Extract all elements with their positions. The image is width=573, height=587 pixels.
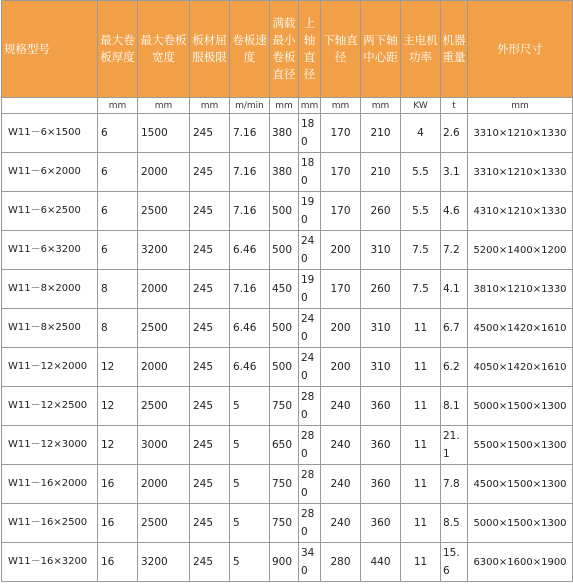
cell-model: W11－12×2000 bbox=[2, 348, 98, 387]
col-min-diameter: 满载最小卷板直径 bbox=[270, 1, 299, 98]
col-yield-limit: 板材屈服极限 bbox=[190, 1, 230, 98]
cell-speed: 5 bbox=[230, 504, 270, 543]
cell-yield: 245 bbox=[190, 192, 230, 231]
cell-motor-power: 11 bbox=[401, 465, 441, 504]
table-row bbox=[2, 192, 573, 231]
cell-model: W11－16×3200 bbox=[2, 543, 98, 582]
table-row bbox=[2, 270, 573, 309]
cell-yield: 245 bbox=[190, 231, 230, 270]
cell-thickness: 12 bbox=[98, 426, 138, 465]
cell-center-distance: 360 bbox=[361, 387, 401, 426]
cell-motor-power: 11 bbox=[401, 348, 441, 387]
cell-upper-diameter: 180 bbox=[299, 114, 321, 153]
cell-lower-diameter: 200 bbox=[321, 231, 361, 270]
col-max-thickness: 最大卷板厚度 bbox=[98, 1, 138, 98]
cell-center-distance: 440 bbox=[361, 543, 401, 582]
unit-cell: t bbox=[441, 98, 468, 114]
cell-lower-diameter: 240 bbox=[321, 465, 361, 504]
units-row bbox=[2, 98, 573, 114]
spec-table bbox=[1, 0, 573, 582]
col-rolling-speed: 卷板速度 bbox=[230, 1, 270, 98]
cell-motor-power: 11 bbox=[401, 387, 441, 426]
cell-width: 2500 bbox=[138, 504, 190, 543]
cell-min-diameter: 750 bbox=[270, 465, 299, 504]
col-lower-roll-diameter: 下轴直径 bbox=[321, 1, 361, 98]
cell-weight: 6.2 bbox=[441, 348, 468, 387]
cell-lower-diameter: 200 bbox=[321, 348, 361, 387]
cell-upper-diameter: 180 bbox=[299, 153, 321, 192]
cell-weight: 7.8 bbox=[441, 465, 468, 504]
table-row bbox=[2, 504, 573, 543]
cell-lower-diameter: 280 bbox=[321, 543, 361, 582]
cell-width: 3000 bbox=[138, 426, 190, 465]
cell-dimensions: 5000×1500×1300 bbox=[468, 504, 573, 543]
cell-min-diameter: 500 bbox=[270, 309, 299, 348]
cell-upper-diameter: 240 bbox=[299, 348, 321, 387]
cell-center-distance: 310 bbox=[361, 231, 401, 270]
cell-width: 3200 bbox=[138, 231, 190, 270]
cell-speed: 5 bbox=[230, 426, 270, 465]
cell-upper-diameter: 280 bbox=[299, 504, 321, 543]
cell-yield: 245 bbox=[190, 543, 230, 582]
cell-dimensions: 5200×1400×1200 bbox=[468, 231, 573, 270]
cell-width: 2500 bbox=[138, 387, 190, 426]
cell-min-diameter: 650 bbox=[270, 426, 299, 465]
unit-cell: mm bbox=[361, 98, 401, 114]
cell-width: 1500 bbox=[138, 114, 190, 153]
cell-upper-diameter: 240 bbox=[299, 309, 321, 348]
cell-speed: 7.16 bbox=[230, 270, 270, 309]
cell-min-diameter: 500 bbox=[270, 231, 299, 270]
cell-dimensions: 5500×1500×1300 bbox=[468, 426, 573, 465]
cell-width: 2000 bbox=[138, 270, 190, 309]
cell-speed: 7.16 bbox=[230, 114, 270, 153]
cell-dimensions: 4310×1210×1330 bbox=[468, 192, 573, 231]
cell-center-distance: 360 bbox=[361, 426, 401, 465]
cell-speed: 5 bbox=[230, 465, 270, 504]
cell-center-distance: 360 bbox=[361, 465, 401, 504]
cell-width: 3200 bbox=[138, 543, 190, 582]
cell-model: W11－12×3000 bbox=[2, 426, 98, 465]
cell-center-distance: 260 bbox=[361, 270, 401, 309]
cell-upper-diameter: 340 bbox=[299, 543, 321, 582]
cell-upper-diameter: 240 bbox=[299, 231, 321, 270]
cell-model: W11－8×2000 bbox=[2, 270, 98, 309]
cell-weight: 7.2 bbox=[441, 231, 468, 270]
cell-dimensions: 3310×1210×1330 bbox=[468, 114, 573, 153]
cell-lower-diameter: 170 bbox=[321, 153, 361, 192]
cell-center-distance: 310 bbox=[361, 348, 401, 387]
cell-min-diameter: 500 bbox=[270, 192, 299, 231]
cell-upper-diameter: 280 bbox=[299, 465, 321, 504]
cell-dimensions: 4500×1500×1300 bbox=[468, 465, 573, 504]
cell-lower-diameter: 170 bbox=[321, 270, 361, 309]
cell-motor-power: 7.5 bbox=[401, 270, 441, 309]
cell-thickness: 16 bbox=[98, 504, 138, 543]
unit-cell: mm bbox=[468, 98, 573, 114]
cell-speed: 5 bbox=[230, 543, 270, 582]
cell-speed: 5 bbox=[230, 387, 270, 426]
cell-thickness: 8 bbox=[98, 309, 138, 348]
cell-motor-power: 11 bbox=[401, 309, 441, 348]
col-model: 规格型号 bbox=[2, 1, 98, 98]
cell-dimensions: 3310×1210×1330 bbox=[468, 153, 573, 192]
cell-width: 2500 bbox=[138, 192, 190, 231]
cell-center-distance: 260 bbox=[361, 192, 401, 231]
cell-weight: 21.1 bbox=[441, 426, 468, 465]
unit-cell: mm bbox=[321, 98, 361, 114]
cell-width: 2000 bbox=[138, 465, 190, 504]
cell-thickness: 12 bbox=[98, 348, 138, 387]
cell-motor-power: 5.5 bbox=[401, 192, 441, 231]
unit-cell: mm bbox=[299, 98, 321, 114]
cell-yield: 245 bbox=[190, 387, 230, 426]
cell-yield: 245 bbox=[190, 465, 230, 504]
cell-thickness: 16 bbox=[98, 465, 138, 504]
cell-weight: 4.1 bbox=[441, 270, 468, 309]
cell-model: W11－6×3200 bbox=[2, 231, 98, 270]
cell-motor-power: 5.5 bbox=[401, 153, 441, 192]
table-row bbox=[2, 153, 573, 192]
cell-weight: 3.1 bbox=[441, 153, 468, 192]
cell-yield: 245 bbox=[190, 114, 230, 153]
unit-cell: mm bbox=[190, 98, 230, 114]
col-upper-roll-diameter: 上轴直径 bbox=[299, 1, 321, 98]
cell-dimensions: 4500×1420×1610 bbox=[468, 309, 573, 348]
cell-min-diameter: 380 bbox=[270, 153, 299, 192]
cell-thickness: 12 bbox=[98, 387, 138, 426]
unit-cell: KW bbox=[401, 98, 441, 114]
cell-center-distance: 310 bbox=[361, 309, 401, 348]
cell-lower-diameter: 240 bbox=[321, 426, 361, 465]
cell-motor-power: 11 bbox=[401, 426, 441, 465]
col-motor-power: 主电机功率 bbox=[401, 1, 441, 98]
cell-width: 2000 bbox=[138, 348, 190, 387]
cell-min-diameter: 450 bbox=[270, 270, 299, 309]
cell-min-diameter: 750 bbox=[270, 387, 299, 426]
cell-yield: 245 bbox=[190, 504, 230, 543]
cell-model: W11－6×2500 bbox=[2, 192, 98, 231]
cell-yield: 245 bbox=[190, 426, 230, 465]
cell-lower-diameter: 170 bbox=[321, 114, 361, 153]
cell-dimensions: 3810×1210×1330 bbox=[468, 270, 573, 309]
col-center-distance: 两下轴中心距 bbox=[361, 1, 401, 98]
cell-yield: 245 bbox=[190, 309, 230, 348]
col-dimensions: 外形尺寸 bbox=[468, 1, 573, 98]
unit-cell: mm bbox=[138, 98, 190, 114]
cell-thickness: 6 bbox=[98, 192, 138, 231]
cell-speed: 6.46 bbox=[230, 309, 270, 348]
cell-model: W11－16×2500 bbox=[2, 504, 98, 543]
cell-yield: 245 bbox=[190, 153, 230, 192]
cell-model: W11－16×2000 bbox=[2, 465, 98, 504]
cell-dimensions: 4050×1420×1610 bbox=[468, 348, 573, 387]
cell-motor-power: 7.5 bbox=[401, 231, 441, 270]
cell-motor-power: 11 bbox=[401, 504, 441, 543]
cell-center-distance: 210 bbox=[361, 153, 401, 192]
cell-min-diameter: 380 bbox=[270, 114, 299, 153]
table-body bbox=[2, 114, 573, 582]
cell-speed: 7.16 bbox=[230, 192, 270, 231]
cell-width: 2500 bbox=[138, 309, 190, 348]
cell-weight: 6.7 bbox=[441, 309, 468, 348]
cell-weight: 2.6 bbox=[441, 114, 468, 153]
cell-model: W11－12×2500 bbox=[2, 387, 98, 426]
cell-speed: 6.46 bbox=[230, 231, 270, 270]
unit-cell: m/min bbox=[230, 98, 270, 114]
cell-lower-diameter: 240 bbox=[321, 504, 361, 543]
cell-weight: 4.6 bbox=[441, 192, 468, 231]
cell-thickness: 6 bbox=[98, 231, 138, 270]
cell-width: 2000 bbox=[138, 153, 190, 192]
table-row bbox=[2, 231, 573, 270]
table-row bbox=[2, 309, 573, 348]
table-row bbox=[2, 348, 573, 387]
cell-lower-diameter: 170 bbox=[321, 192, 361, 231]
unit-cell bbox=[2, 98, 98, 114]
cell-center-distance: 210 bbox=[361, 114, 401, 153]
cell-thickness: 8 bbox=[98, 270, 138, 309]
cell-upper-diameter: 280 bbox=[299, 387, 321, 426]
cell-yield: 245 bbox=[190, 348, 230, 387]
cell-min-diameter: 750 bbox=[270, 504, 299, 543]
table-row bbox=[2, 387, 573, 426]
cell-weight: 8.1 bbox=[441, 387, 468, 426]
cell-thickness: 6 bbox=[98, 114, 138, 153]
cell-dimensions: 6300×1600×1900 bbox=[468, 543, 573, 582]
cell-upper-diameter: 190 bbox=[299, 270, 321, 309]
col-max-width: 最大卷板宽度 bbox=[138, 1, 190, 98]
cell-model: W11－6×1500 bbox=[2, 114, 98, 153]
cell-motor-power: 4 bbox=[401, 114, 441, 153]
cell-min-diameter: 900 bbox=[270, 543, 299, 582]
cell-upper-diameter: 280 bbox=[299, 426, 321, 465]
cell-model: W11－6×2000 bbox=[2, 153, 98, 192]
header-row bbox=[2, 1, 573, 98]
cell-min-diameter: 500 bbox=[270, 348, 299, 387]
table-row bbox=[2, 114, 573, 153]
cell-lower-diameter: 240 bbox=[321, 387, 361, 426]
cell-upper-diameter: 190 bbox=[299, 192, 321, 231]
cell-thickness: 6 bbox=[98, 153, 138, 192]
cell-dimensions: 5000×1500×1300 bbox=[468, 387, 573, 426]
cell-thickness: 16 bbox=[98, 543, 138, 582]
unit-cell: mm bbox=[98, 98, 138, 114]
cell-weight: 8.5 bbox=[441, 504, 468, 543]
cell-lower-diameter: 200 bbox=[321, 309, 361, 348]
table-row bbox=[2, 543, 573, 582]
cell-speed: 7.16 bbox=[230, 153, 270, 192]
unit-cell: mm bbox=[270, 98, 299, 114]
table-row bbox=[2, 465, 573, 504]
cell-motor-power: 11 bbox=[401, 543, 441, 582]
cell-weight: 15.6 bbox=[441, 543, 468, 582]
cell-model: W11－8×2500 bbox=[2, 309, 98, 348]
cell-speed: 6.46 bbox=[230, 348, 270, 387]
cell-center-distance: 360 bbox=[361, 504, 401, 543]
cell-yield: 245 bbox=[190, 270, 230, 309]
col-weight: 机器重量 bbox=[441, 1, 468, 98]
table-row bbox=[2, 426, 573, 465]
